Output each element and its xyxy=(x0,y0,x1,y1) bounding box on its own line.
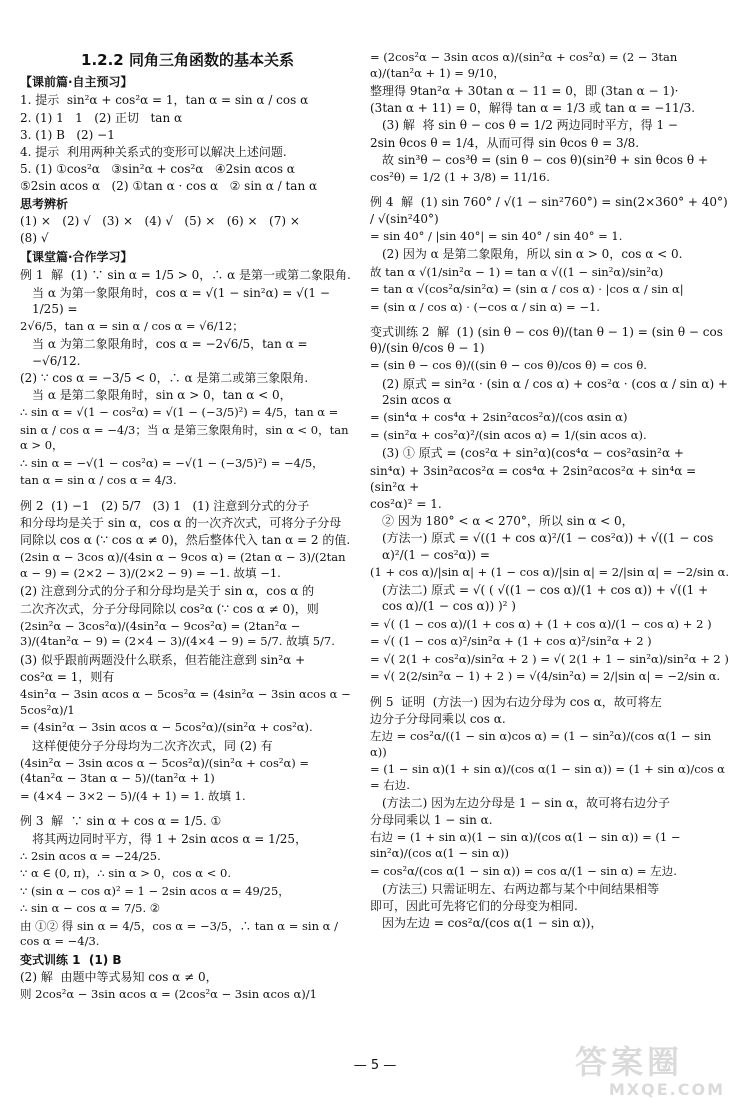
math-line: = (1 − sin α)(1 + sin α)/(cos α(1 − sin α)) = (1 + sin α)/cos α = 右边. xyxy=(370,762,729,792)
math-line: = √( (1 − cos α)²/sin²α + (1 + cos α)²/sin²α + 2 ) xyxy=(370,634,652,649)
preview-line: 1. 提示 sin²α + cos²α = 1，tan α = sin α / cos α xyxy=(20,93,309,108)
watermark-bottom: MXQE.COM xyxy=(608,1080,725,1099)
thinking-heading: 思考辨析 xyxy=(20,196,69,211)
example-line: 同除以 cos α (∵ cos α ≠ 0)，然后整体代入 tan α = 2 的值. xyxy=(20,533,351,548)
math-line: ∴ sin α − cos α = 7/5. ② xyxy=(20,901,161,916)
example-line: 当 α 为第一象限角时，cos α = √(1 − sin²α) = √(1 − 1/25) = xyxy=(32,285,334,316)
example-line: (2) 因为 α 是第二象限角，所以 sin α > 0，cos α < 0. xyxy=(382,247,683,262)
math-line: 4sin²α − 3sin αcos α − 5cos²α = (4sin²α − 3sin αcos α − 5cos²α)/1 xyxy=(20,687,355,717)
example-line: 这样便使分子分母均为二次齐次式，同 (2) 有 xyxy=(32,738,273,753)
math-line: = tan α √(cos²α/sin²α) = (sin α / cos α) · |cos α / sin α| xyxy=(370,282,684,297)
math-line: = cos²α/(cos α(1 − sin α)) = cos α/(1 − sin α) = 左边. xyxy=(370,863,677,878)
right-column xyxy=(370,48,730,933)
math-line: 左边 = cos²α/((1 − sin α)cos α) = (1 − sin²α)/(cos α(1 − sin α)) xyxy=(370,729,715,759)
example-line: cos²α)² = 1. xyxy=(370,496,442,511)
section-header-preview: 【课前篇·自主预习】 xyxy=(20,75,133,90)
example-line: 当 α 为第二象限角时，cos α = −2√6/5，tan α = −√6/12. xyxy=(32,337,312,368)
left-column xyxy=(20,48,355,1005)
spacer xyxy=(370,187,730,193)
math-line: 由 ①② 得 sin α = 4/5，cos α = −3/5，∴ tan α = sin α / cos α = −4/3. xyxy=(20,918,342,949)
example-line: (3) 解 将 sin θ − cos θ = 1/2 两边同时平方，得 1 − xyxy=(382,118,678,133)
example-line: sin⁴α) + 3sin²αcos²α = cos⁴α + 2sin²αcos²α + sin⁴α = (sin²α + xyxy=(370,463,700,494)
math-line: 则 2cos²α − 3sin αcos α = (2cos²α − 3sin αcos α)/1 xyxy=(20,987,317,1002)
math-line: sin α / cos α = −4/3；当 α 是第三象限角时，sin α < 0，tan α > 0， xyxy=(20,422,353,453)
math-line: ∴ sin α = √(1 − cos²α) = √(1 − (−3/5)²) = 4/5，tan α = xyxy=(20,405,339,420)
thinking-answers: (8) √ xyxy=(20,230,49,245)
preview-line: 5. (1) ①cos²α ③sin²α + cos²α ④2sin αcos α xyxy=(20,162,295,177)
example-line: (3) 似乎跟前两题没什么联系，但若能注意到 sin²α + xyxy=(20,652,306,667)
spacer xyxy=(370,687,730,693)
spacer xyxy=(20,491,355,497)
example-line: ② 因为 180° < α < 270°，所以 sin α < 0， xyxy=(382,514,634,529)
example-line: 变式训练 2 解 (1) (sin θ − cos θ)/(tan θ − 1) = (sin θ − cos θ)/(sin θ/cos θ − 1) xyxy=(370,325,727,356)
example-line: (3tan α + 11) = 0，解得 tan α = 1/3 或 tan α = −11/3. xyxy=(370,101,696,116)
math-line: (1 + cos α)/|sin α| + (1 − cos α)/|sin α| = 2/|sin α| = −2/sin α. xyxy=(370,564,729,579)
watermark-top: 答案圈 xyxy=(575,1043,684,1081)
example-line: (3) ① 原式 = (cos²α + sin²α)(cos⁴α − cos²αsin²α + xyxy=(382,446,684,461)
math-line: ∵ α ∈ (0, π)，∴ sin α > 0，cos α < 0. xyxy=(20,866,231,881)
math-line: 右边 = (1 + sin α)(1 − sin α)/(cos α(1 − sin α)) = (1 − sin²α)/(cos α(1 − sin α)) xyxy=(370,830,685,860)
example-line: 故 sin³θ − cos³θ = (sin θ − cos θ)(sin²θ + sin θcos θ + xyxy=(382,152,708,167)
example-line: cos²α = 1，则有 xyxy=(20,669,115,684)
page-number: — 5 — xyxy=(353,1058,397,1073)
example-line: (2) 解 由题中等式易知 cos α ≠ 0， xyxy=(20,970,218,985)
math-line: = √( 2(1 + cos²α)/sin²α + 2 ) = √( 2(1 + 1 − sin²α)/sin²α + 2 ) xyxy=(370,651,729,666)
section-header-class: 【课堂篇·合作学习】 xyxy=(20,250,133,265)
spacer xyxy=(20,806,355,812)
spacer xyxy=(370,317,730,323)
example-line: 二次齐次式，分子分母同除以 cos²α (∵ cos α ≠ 0)，则 xyxy=(20,601,319,616)
example-line: 当 α 是第二象限角时，sin α > 0，tan α < 0， xyxy=(32,387,292,402)
math-line: = (2cos²α − 3sin αcos α)/(sin²α + cos²α) = (2 − 3tan α)/(tan²α + 1) = 9/10， xyxy=(370,50,681,80)
example-line: 例 5 证明 (方法一) 因为右边分母为 cos α，故可将左 xyxy=(370,694,662,709)
math-line: = sin 40° / |sin 40°| = sin 40° / sin 40° = 1. xyxy=(370,228,623,243)
math-line: = (4×4 − 3×2 − 5)/(4 + 1) = 1. 故填 1. xyxy=(20,788,246,803)
preview-line: 3. (1) B (2) −1 xyxy=(20,127,115,142)
example-line: (2) 原式 = sin²α · (sin α / cos α) + cos²α · (cos α / sin α) + 2sin αcos α xyxy=(382,377,732,408)
example-line: (方法一) 原式 = √((1 + cos α)²/(1 − cos²α)) + √((1 − cos α)²/(1 − cos²α)) = xyxy=(382,531,718,562)
example-line: 因为左边 = cos²α/(cos α(1 − sin α))， xyxy=(382,916,603,931)
example-line: (方法二) 原式 = √( ( √((1 − cos α)/(1 + cos α)) + √((1 + cos α)/(1 − cos α)) )² ) xyxy=(382,583,712,614)
math-line: tan α = sin α / cos α = 4/3. xyxy=(20,473,177,488)
math-line: 故 tan α √(1/sin²α − 1) = tan α √((1 − sin²α)/sin²α) xyxy=(370,264,664,279)
preview-line: 4. 提示 利用两种关系式的变形可以解决上述问题. xyxy=(20,145,287,159)
example-line: 分母同乘以 1 − sin α. xyxy=(370,813,493,828)
example-line: 将其两边同时平方，得 1 + 2sin αcos α = 1/25， xyxy=(32,831,308,846)
example-line: (方法三) 只需证明左、右两边都与某个中间结果相等 xyxy=(382,882,660,897)
thinking-answers: (1) × (2) √ (3) × (4) √ (5) × (6) × (7) × xyxy=(20,213,300,228)
preview-line: 2. (1) 1 1 (2) 正切 tan α xyxy=(20,110,183,125)
example-line: 边分子分母同乘以 cos α. xyxy=(370,711,506,726)
example-line: 例 4 解 (1) sin 760° / √(1 − sin²760°) = sin(2×360° + 40°) / √(sin²40°) xyxy=(370,195,732,226)
math-line: = (sin²α + cos²α)²/(sin αcos α) = 1/(sin αcos α). xyxy=(370,427,647,442)
example-line: 例 2 (1) −1 (2) 5/7 (3) 1 (1) 注意到分式的分子 xyxy=(20,498,310,513)
example-line: 2sin θcos θ = 1/4，从而可得 sin θcos θ = 3/8. xyxy=(370,135,640,150)
math-line: (2sin α − 3cos α)/(4sin α − 9cos α) = (2tan α − 3)/(2tan α − 9) = (2×2 − 3)/(2×2 − 9) = −1. 故填 −1. xyxy=(20,550,350,580)
preview-line: ⑤2sin αcos α (2) ①tan α · cos α ② sin α / tan α xyxy=(20,179,318,194)
math-line: = (4sin²α − 3sin αcos α − 5cos²α)/(sin²α + cos²α). xyxy=(20,720,313,735)
math-line: ∴ 2sin αcos α = −24/25. xyxy=(20,848,161,863)
example-line: 例 1 解 (1) ∵ sin α = 1/5 > 0，∴ α 是第一或第二象限角. xyxy=(20,268,351,283)
watermark-logo xyxy=(575,1045,735,1100)
example-line: 例 3 解 ∵ sin α + cos α = 1/5. ① xyxy=(20,814,222,829)
lesson-title: 1.2.2 同角三角函数的基本关系 xyxy=(81,51,294,69)
math-line: (4sin²α − 3sin αcos α − 5cos²α)/(sin²α + cos²α) = (4tan²α − 3tan α − 5)/(tan²α + 1) xyxy=(20,755,313,786)
math-line: ∵ (sin α − cos α)² = 1 − 2sin αcos α = 49/25， xyxy=(20,883,290,898)
math-line: = (sin α / cos α) · (−cos α / sin α) = −1. xyxy=(370,299,600,314)
example-line: (2) 注意到分式的分子和分母均是关于 sin α，cos α 的 xyxy=(20,584,315,599)
example-line: 即可，因此可先将它们的分母变为相同. xyxy=(370,899,578,914)
math-line: = (sin θ − cos θ)/((sin θ − cos θ)/cos θ) = cos θ. xyxy=(370,358,647,373)
example-line: (2) ∵ cos α = −3/5 < 0，∴ α 是第二或第三象限角. xyxy=(20,370,309,385)
math-line: ∴ sin α = −√(1 − cos²α) = −√(1 − (−3/5)²) = −4/5， xyxy=(20,455,324,470)
math-line: cos²θ) = 1/2 (1 + 3/8) = 11/16. xyxy=(370,169,550,184)
math-line: = (sin⁴α + cos⁴α + 2sin²αcos²α)/(cos αsin α) xyxy=(370,410,628,425)
math-line: = √( (1 − cos α)/(1 + cos α) + (1 + cos α)/(1 − cos α) + 2 ) xyxy=(370,616,712,631)
example-line: 和分母均是关于 sin α，cos α 的一次齐次式，可将分子分母 xyxy=(20,515,342,530)
math-line: = √( 2(2/sin²α − 1) + 2 ) = √(4/sin²α) = 2/|sin α| = −2/sin α. xyxy=(370,669,721,684)
math-line: (2sin²α − 3cos²α)/(4sin²α − 9cos²α) = (2tan²α − 3)/(4tan²α − 9) = (2×4 − 3)/(4×4 − 9) = 5/7. 故填 5/7. xyxy=(20,618,335,649)
math-line: 2√6/5，tan α = sin α / cos α = √6/12； xyxy=(20,318,244,333)
example-line: (方法二) 因为左边分母是 1 − sin α，故可将右边分子 xyxy=(382,796,670,811)
practice-heading: 变式训练 1 (1) B xyxy=(20,952,122,967)
example-line: 整理得 9tan²α + 30tan α − 11 = 0，即 (3tan α − 1)· xyxy=(370,84,679,99)
